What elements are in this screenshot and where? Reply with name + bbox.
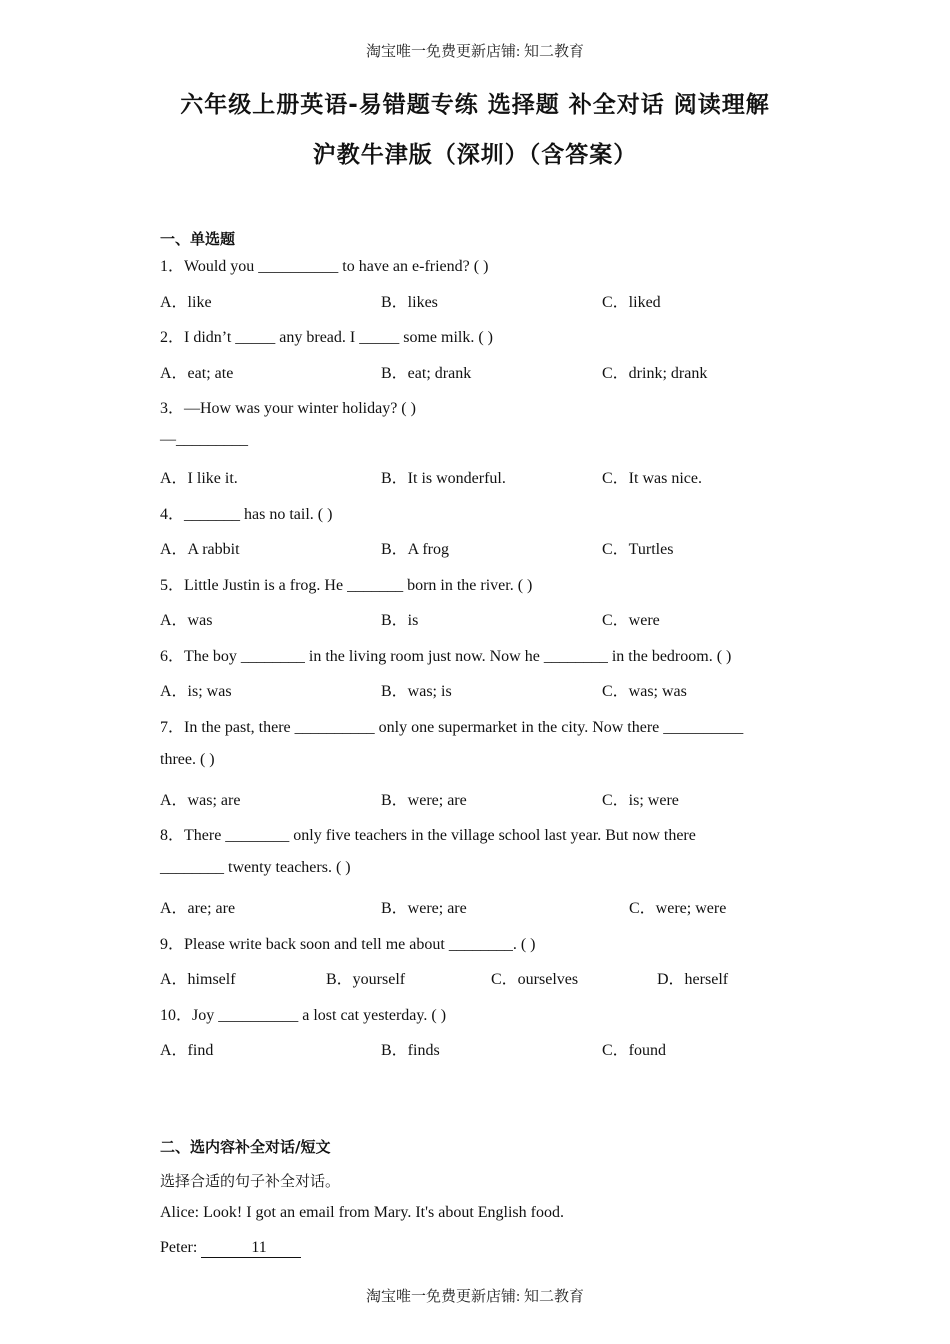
option-b: B．were; are <box>381 900 467 917</box>
option-a: A．like <box>160 294 212 311</box>
option-c: C．ourselves <box>491 971 579 988</box>
question-stem: 4．_______ has no tail. ( ) <box>160 506 333 523</box>
option-a: A．eat; ate <box>160 365 234 382</box>
option-c: C．were; were <box>629 900 727 917</box>
option-c: C．drink; drank <box>602 365 708 382</box>
question-stem: 5．Little Justin is a frog. He _______ born in the river. ( ) <box>160 577 533 594</box>
option-c: C．liked <box>602 294 661 311</box>
dialogue-line <box>160 1239 301 1258</box>
question-stem: 3．—How was your winter holiday? ( ) <box>160 400 416 417</box>
option-a: A．I like it. <box>160 470 238 487</box>
option-a: A．find <box>160 1042 214 1059</box>
option-a: A．are; are <box>160 900 236 917</box>
option-a: A．himself <box>160 971 236 988</box>
question-stem-continued: —_________ <box>160 431 248 448</box>
option-c: C．was; was <box>602 683 687 700</box>
option-a: A．A rabbit <box>160 541 240 558</box>
page-title: 六年级上册英语-易错题专练 选择题 补全对话 阅读理解 <box>180 92 770 118</box>
question-stem: 10．Joy __________ a lost cat yesterday. ( ) <box>160 1007 447 1024</box>
section-heading-dialogue: 二、选内容补全对话/短文 <box>160 1138 331 1156</box>
option-a: A．was <box>160 612 213 629</box>
option-c: C．It was nice. <box>602 470 702 487</box>
question-stem: 9．Please write back soon and tell me about ________. ( ) <box>160 936 536 953</box>
page-subtitle: 沪教牛津版（深圳）（含答案） <box>312 142 638 168</box>
question-stem-continued: ________ twenty teachers. ( ) <box>160 859 351 876</box>
option-b: B．likes <box>381 294 438 311</box>
page-footer: 淘宝唯一免费更新店铺: 知二教育 <box>366 1289 584 1305</box>
option-b: B．A frog <box>381 541 450 558</box>
option-a: A．was; are <box>160 792 241 809</box>
option-d: D．herself <box>657 971 729 988</box>
question-stem: 2．I didn’t _____ any bread. I _____ some milk. ( ) <box>160 329 493 346</box>
option-b: B．eat; drank <box>381 365 472 382</box>
option-b: B．It is wonderful. <box>381 470 506 487</box>
option-a: A．is; was <box>160 683 232 700</box>
answer-blank[interactable]: 11 <box>201 1239 300 1258</box>
dialogue-line: Alice: Look! I got an email from Mary. It's about English food. <box>160 1204 564 1221</box>
option-c: C．Turtles <box>602 541 674 558</box>
page-header: 淘宝唯一免费更新店铺: 知二教育 <box>366 44 584 60</box>
question-stem: 6．The boy ________ in the living room just now. Now he ________ in the bedroom. ( ) <box>160 648 732 665</box>
question-stem-continued: three. ( ) <box>160 751 215 768</box>
option-b: B．is <box>381 612 419 629</box>
question-stem: 7．In the past, there __________ only one supermarket in the city. Now there __________ <box>160 719 744 736</box>
question-stem: 1．Would you __________ to have an e-friend? ( ) <box>160 258 489 275</box>
speaker-label: Peter: <box>160 1239 202 1256</box>
instruction-text: 选择合适的句子补全对话。 <box>160 1172 341 1190</box>
option-c: C．were <box>602 612 660 629</box>
section-heading-single-choice: 一、单选题 <box>160 230 236 248</box>
option-b: B．finds <box>381 1042 440 1059</box>
option-b: B．yourself <box>326 971 406 988</box>
option-c: C．is; were <box>602 792 679 809</box>
question-stem: 8．There ________ only five teachers in the village school last year. But now there <box>160 827 696 844</box>
option-b: B．were; are <box>381 792 467 809</box>
option-c: C．found <box>602 1042 667 1059</box>
option-b: B．was; is <box>381 683 452 700</box>
